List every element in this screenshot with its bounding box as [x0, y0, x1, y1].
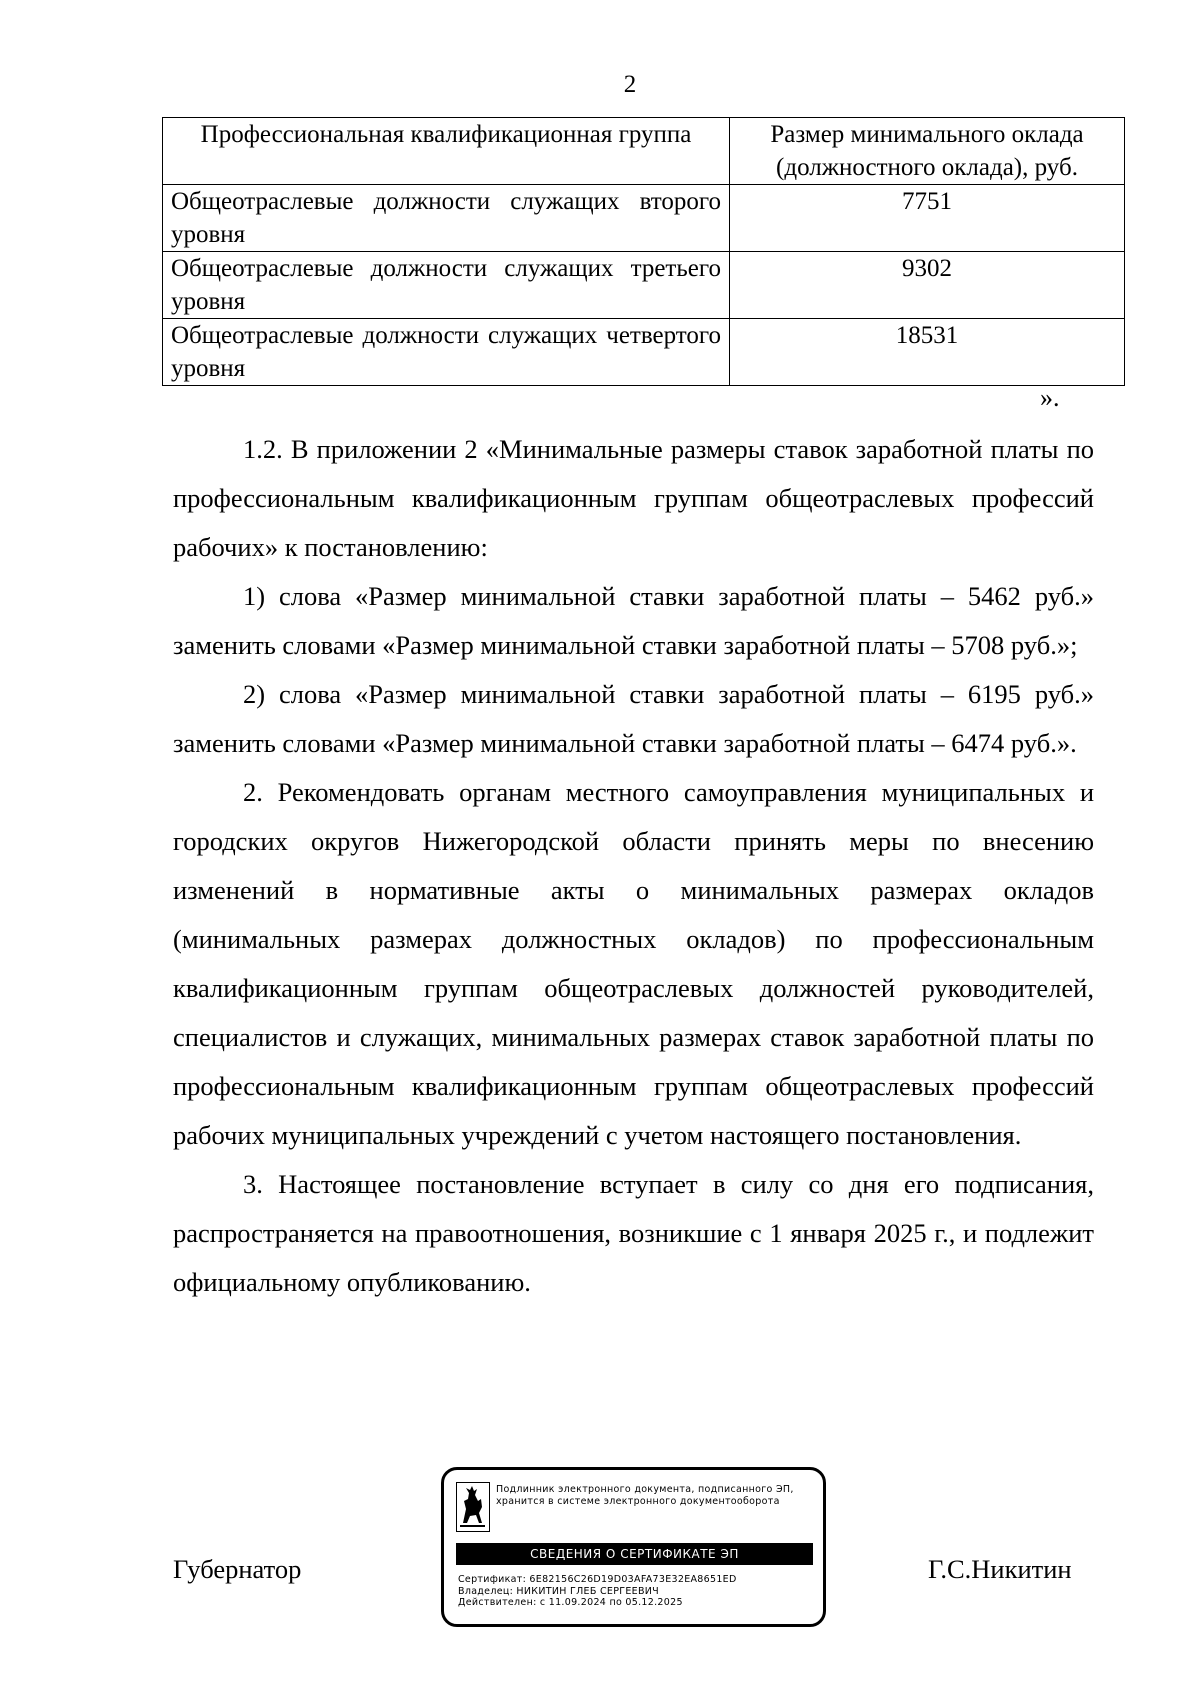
table-row	[163, 252, 1125, 319]
certificate-owner: Владелец: НИКИТИН ГЛЕБ СЕРГЕЕВИЧ	[458, 1585, 659, 1597]
table-row	[163, 319, 1125, 386]
paragraph-3: 3. Настоящее постановление вступает в силу со дня его подписания, распространяется на правоотношения, возникшие с 1 января 2025 г., и подлежит официальному опубликованию.	[173, 1169, 1094, 1297]
stamp-lead-line: Подлинник электронного документа, подписанного ЭП,	[496, 1484, 794, 1495]
table-header-row	[163, 118, 1125, 185]
group-cell: Общеотраслевые должности служащих четвертого уровня	[163, 319, 730, 386]
certificate-number: Сертификат: 6E82156C26D19D03AFA73E32EA8651ED	[458, 1574, 737, 1585]
amount-cell: 9302	[730, 252, 1125, 319]
coat-of-arms-icon	[456, 1482, 490, 1532]
e-signature-stamp	[441, 1467, 826, 1627]
stamp-lead-text	[496, 1484, 821, 1508]
paragraph-1-2: 1.2. В приложении 2 «Минимальные размеры ставок заработной платы по профессиональным квалификационным группам общеотраслевых профессий рабочих» к постановлению:	[173, 434, 1094, 562]
stamp-lead-line: хранится в системе электронного документооборота	[496, 1496, 780, 1507]
certificate-validity: Действителен: с 11.09.2024 по 05.12.2025	[458, 1597, 683, 1608]
paragraph-item-1: 1) слова «Размер минимальной ставки заработной платы – 5462 руб.» заменить словами «Размер минимальной ставки заработной платы – 5708 руб.»;	[173, 581, 1094, 660]
stamp-details	[458, 1574, 818, 1609]
table-row	[163, 185, 1125, 252]
amount-cell: 18531	[730, 319, 1125, 386]
paragraph-2: 2. Рекомендовать органам местного самоуправления муниципальных и городских округов Нижегородской области принять меры по внесению изменений в нормативные акты о минимальных размерах окладов (минимальных размерах должностных окладов) по профессиональным квалификационным группам общеотраслевых должностей руководителей, специалистов и служащих, минимальных размерах ставок заработной платы по профессиональным квалификационным группам общеотраслевых профессий рабочих муниципальных учреждений с учетом настоящего постановления.	[173, 777, 1094, 1150]
group-cell: Общеотраслевые должности служащих третьего уровня	[163, 252, 730, 319]
closing-quote: ».	[1040, 383, 1060, 412]
signatory-name: Г.С.Никитин	[928, 1554, 1072, 1584]
salary-table	[162, 117, 1125, 386]
document-body	[173, 425, 1094, 1307]
stamp-banner: СВЕДЕНИЯ О СЕРТИФИКАТЕ ЭП	[456, 1543, 813, 1565]
column-header-group: Профессиональная квалификационная группа	[163, 118, 730, 185]
paragraph-item-2: 2) слова «Размер минимальной ставки заработной платы – 6195 руб.» заменить словами «Размер минимальной ставки заработной платы – 6474 руб.».	[173, 679, 1094, 758]
signatory-title: Губернатор	[173, 1554, 302, 1584]
group-cell: Общеотраслевые должности служащих второго уровня	[163, 185, 730, 252]
amount-cell: 7751	[730, 185, 1125, 252]
column-header-amount: Размер минимального оклада (должностного оклада), руб.	[730, 118, 1125, 185]
page-number: 2	[623, 71, 637, 98]
